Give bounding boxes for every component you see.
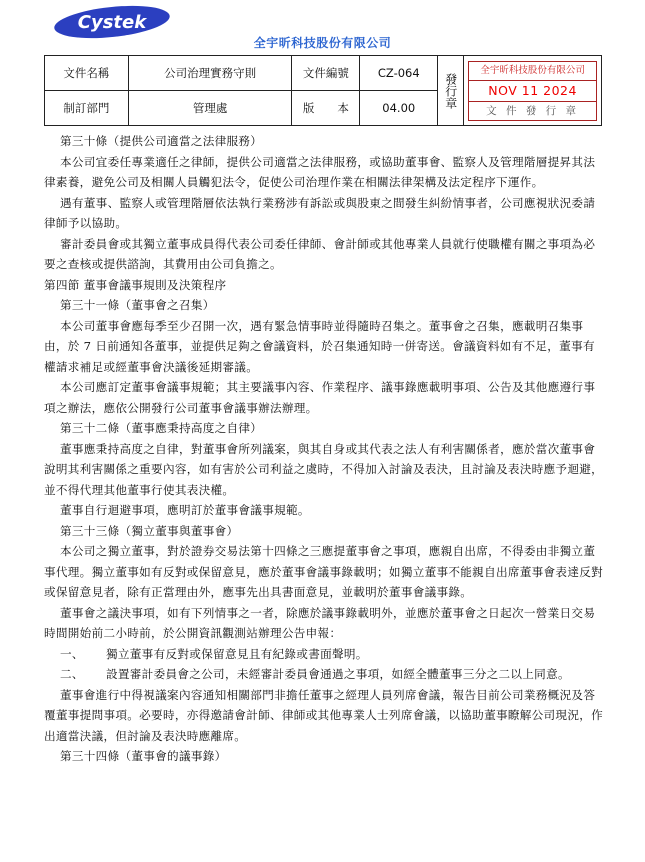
paragraph: 董事會之議決事項，如有下列情事之一者，除應於議事錄載明外，並應於董事會之日起次一營業日交易時間開始前二小時前，於公開資訊觀測站辦理公告申報： — [44, 605, 596, 640]
doc-name-label: 文件名稱 — [45, 56, 129, 91]
list-item-text: 設置審計委員會之公司，未經審計委員會通過之事項，如經全體董事三分之二以上同意。 — [106, 667, 570, 681]
doc-no-label: 文件編號 — [292, 56, 360, 91]
company-name: 全宇昕科技股份有限公司 — [253, 36, 392, 50]
issue-stamp-label: 發行章 — [438, 56, 464, 126]
section-heading: 第四節 董事會議事規則及決策程序 — [44, 277, 227, 292]
list-item-number: 二、 — [60, 667, 84, 681]
article-heading: 第三十四條（董事會的議事錄） — [60, 749, 227, 763]
paragraph: 本公司董事會應每季至少召開一次，遇有緊急情事時並得隨時召集之。董事會之召集，應載明召集事由，於 7 日前通知各董事，並提供足夠之會議資料，於召集通知時一併寄送。會議資料如有不足，董事有權請求補足或經董事會決議後延期審議。 — [44, 318, 595, 374]
dept-value: 管理處 — [128, 91, 292, 126]
paragraph: 本公司宜委任專業適任之律師，提供公司適當之法律服務，或協助董事會、監察人及管理階層提昇其法律素養，避免公司及相關人員觸犯法令，促使公司治理作業在相關法律架構及法定程序下運作。 — [44, 154, 596, 189]
issue-stamp-cell — [464, 56, 602, 126]
list-item — [44, 644, 604, 665]
doc-no-value: CZ-064 — [360, 56, 438, 91]
document-body — [44, 131, 604, 767]
issue-stamp — [468, 61, 597, 121]
stamp-caption: 文 件 發 行 章 — [486, 104, 580, 117]
version-value: 04.00 — [360, 91, 438, 126]
paragraph: 審計委員會或其獨立董事成員得代表公司委任律師、會計師或其他專業人員就行使職權有關之事項為必要之查核或提供諮詢，其費用由公司負擔之。 — [44, 236, 596, 271]
paragraph: 董事會進行中得視議案內容通知相關部門非擔任董事之經理人員列席會議，報告目前公司業務概況及答覆董事提問事項。必要時，亦得邀請會計師、律師或其他專業人士列席會議，以協助董事瞭解公司現況，作出適當決議，但討論及表決時應離席。 — [44, 687, 604, 743]
paragraph: 遇有董事、監察人或管理階層依法執行業務涉有訴訟或與股東之間發生糾紛情事者，公司應視狀況委請律師予以協助。 — [44, 195, 596, 230]
paragraph: 董事自行迴避事項，應明訂於董事會議事規範。 — [60, 503, 310, 517]
logo-text: Cystek — [77, 12, 147, 33]
stamp-date: NOV 11 2024 — [469, 81, 596, 102]
article-heading: 第三十一條（董事會之召集） — [60, 298, 215, 312]
article-heading: 第三十二條（董事應秉持高度之自律） — [60, 421, 263, 435]
paragraph: 本公司應訂定董事會議事規範；其主要議事內容、作業程序、議事錄應載明事項、公告及其他應遵行事項之辦法，應依公開發行公司董事會議事辦法辦理。 — [44, 380, 596, 415]
paragraph: 董事應秉持高度之自律，對董事會所列議案，與其自身或其代表之法人有利害關係者，應於當次董事會說明其利害關係之重要內容，如有害於公司利益之虞時，不得加入討論及表決，且討論及表決時應予迴避，並不得代理其他董事行使其表決權。 — [44, 441, 604, 497]
list-item-number: 一、 — [60, 646, 84, 661]
document-header-table — [44, 55, 602, 126]
list-item — [44, 664, 604, 685]
list-item-text: 獨立董事有反對或保留意見且有紀錄或書面聲明。 — [106, 646, 368, 661]
stamp-company: 全宇昕科技股份有限公司 — [469, 62, 596, 81]
article-heading: 第三十條（提供公司適當之法律服務） — [60, 134, 263, 148]
article-heading: 第三十三條（獨立董事與董事會） — [60, 523, 239, 538]
dept-label: 制訂部門 — [45, 91, 129, 126]
version-label: 版 本 — [292, 91, 360, 126]
doc-name-value: 公司治理實務守則 — [128, 56, 292, 91]
paragraph: 本公司之獨立董事，對於證券交易法第十四條之三應提董事會之事項，應親自出席，不得委由非獨立董事代理。獨立董事如有反對或保留意見，應於董事會議事錄載明；如獨立董事不能親自出席董事會表達反對或保留意見者，除有正當理由外，應事先出具書面意見，並載明於董事會議事錄。 — [44, 544, 604, 599]
